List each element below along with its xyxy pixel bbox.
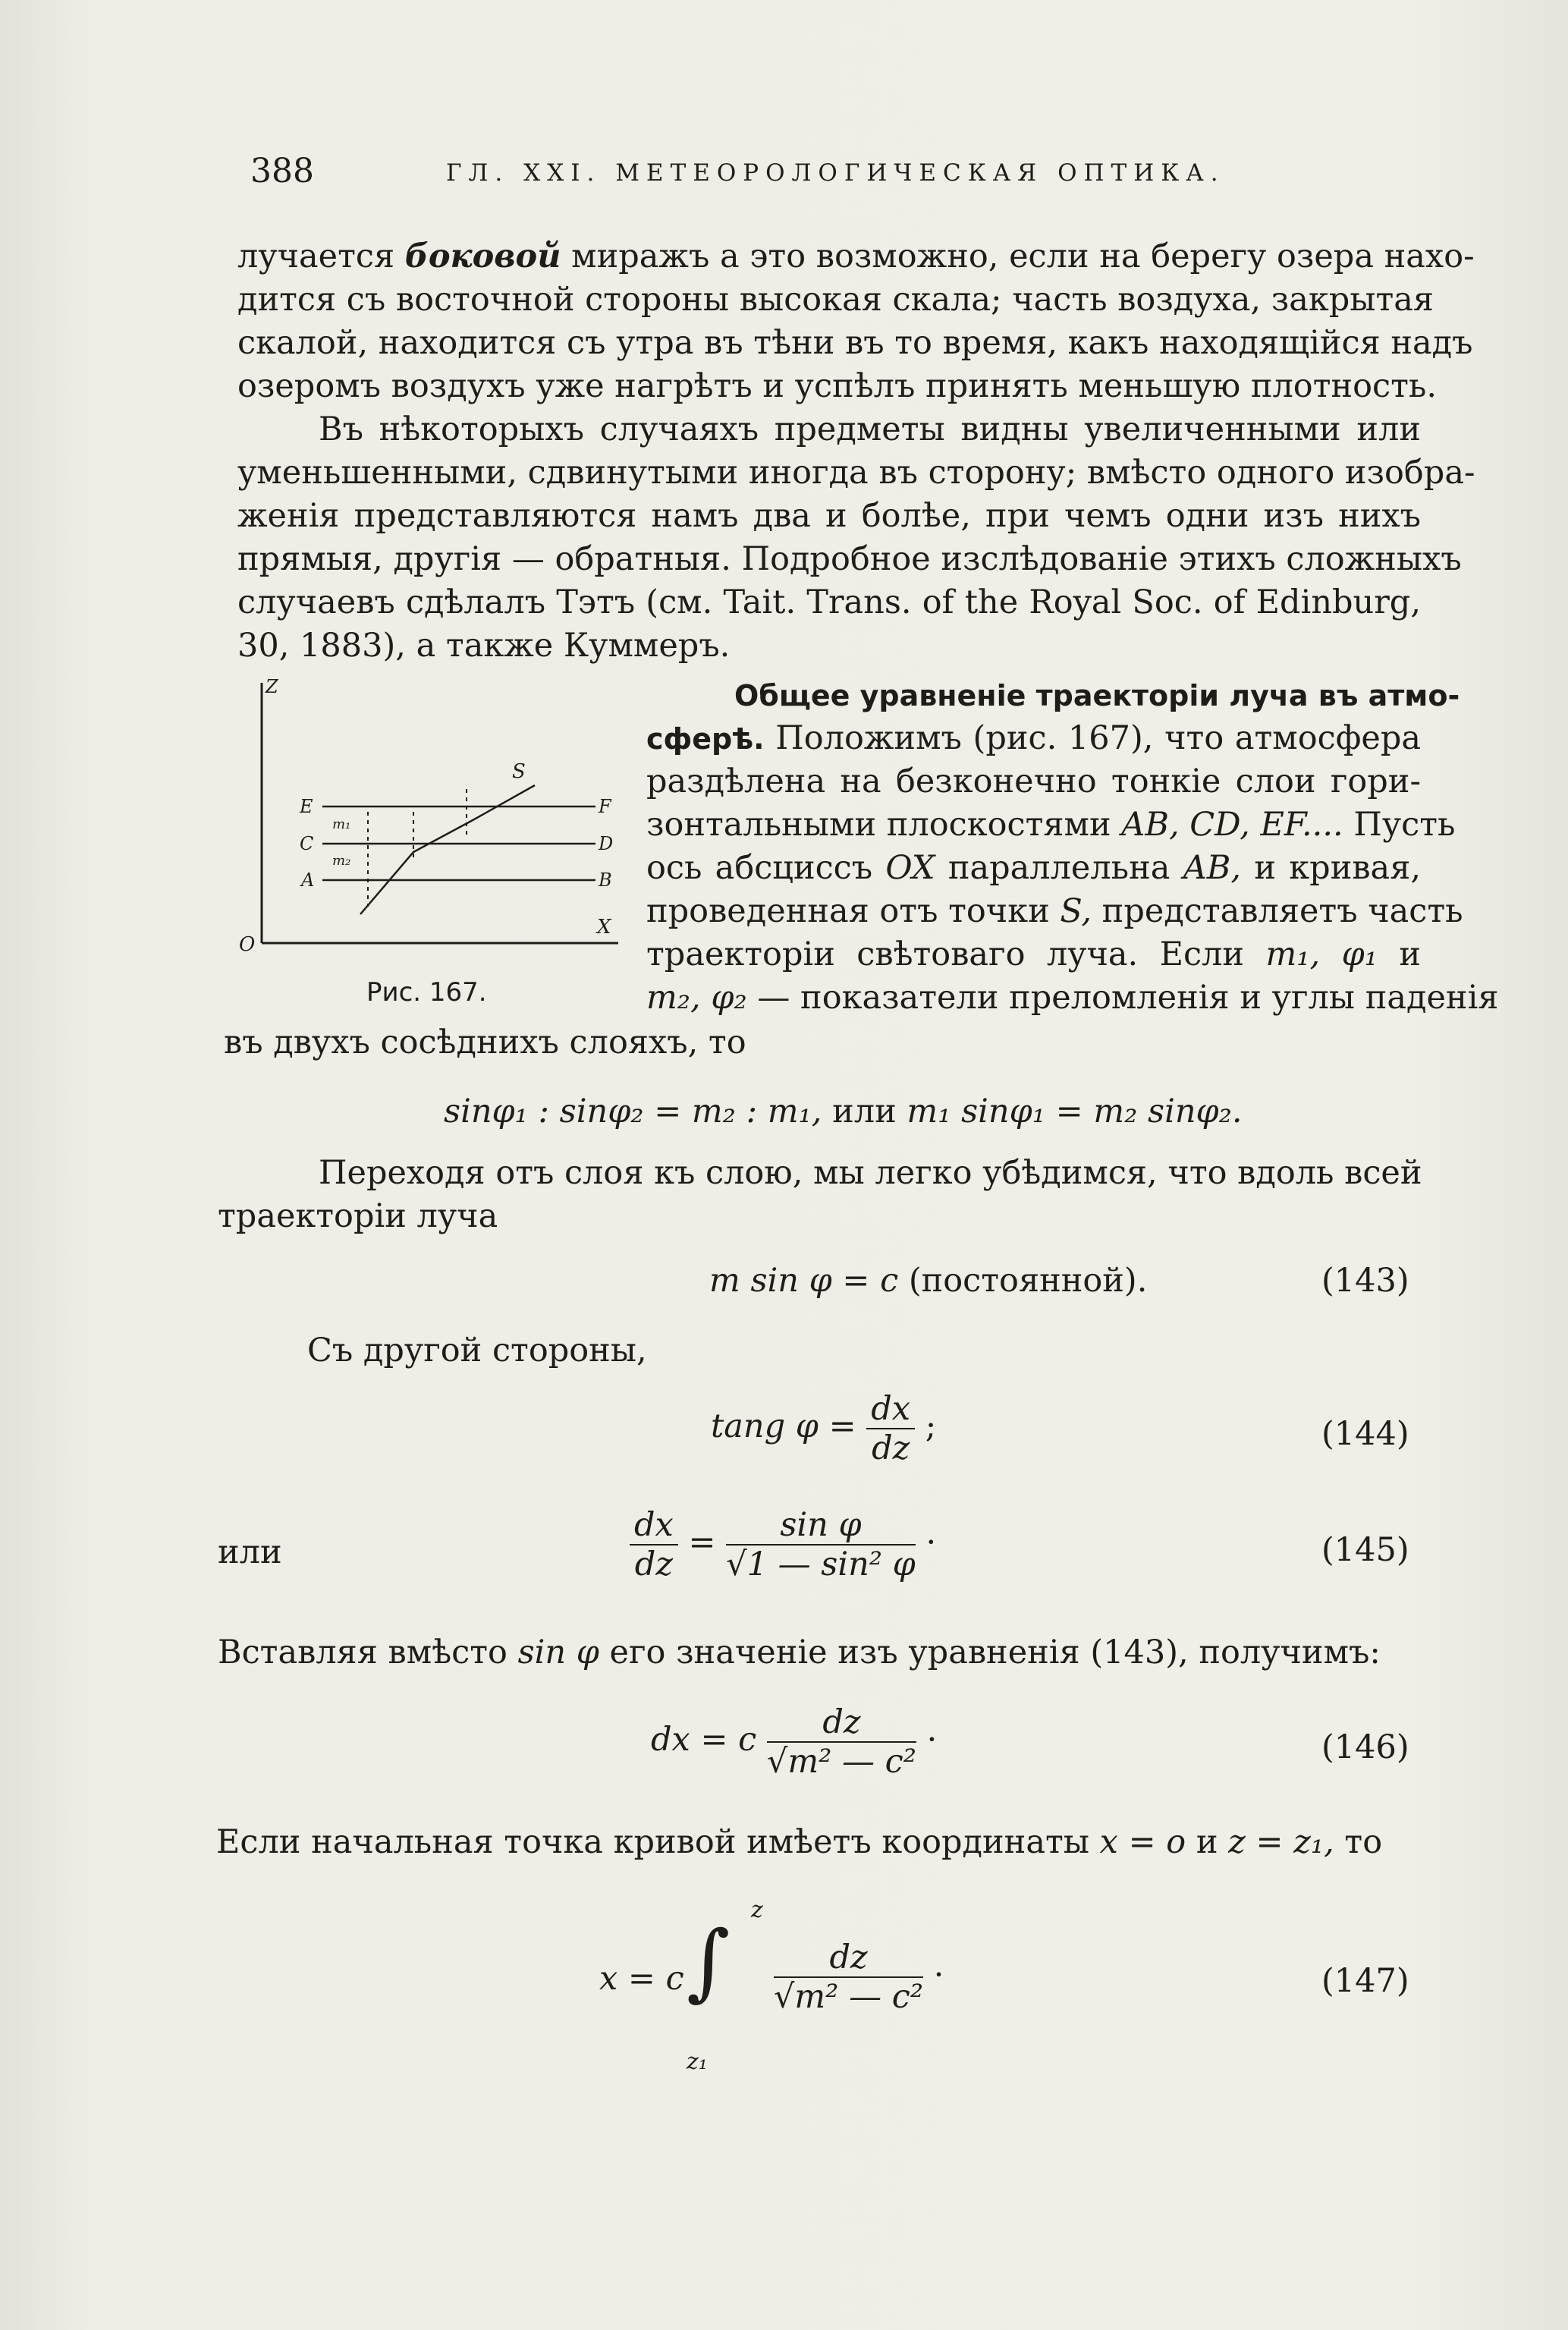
text-line: въ двухъ сосѣднихъ слояхъ, то bbox=[224, 1024, 746, 1061]
equation-143: m sin φ = c (постоянной). bbox=[709, 1262, 1148, 1300]
figure-caption: Рис. 167. bbox=[366, 977, 487, 1008]
equation-ratio: sinφ₁ : sinφ₂ = m₂ : m₁, или m₁ sinφ₁ = m₂ sinφ₂. bbox=[444, 1093, 1243, 1130]
section-heading: Общее уравненіе траекторіи луча въ атмо- bbox=[734, 679, 1460, 712]
fig-label-m1: m₁ bbox=[332, 816, 351, 832]
text-line: раздѣлена на безконечно тонкіе слои гори- bbox=[646, 763, 1421, 800]
text-line: траекторіи луча bbox=[218, 1197, 498, 1235]
fig-label-a: A bbox=[301, 869, 315, 891]
integral-upper-limit: z bbox=[751, 1897, 763, 1923]
text-line: Вставляя вмѣсто sin φ его значеніе изъ уравненія (143), получимъ: bbox=[218, 1634, 1381, 1671]
text-line: дится съ восточной стороны высокая скала; часть воздуха, закрытая bbox=[237, 281, 1434, 319]
fig-label-d: D bbox=[599, 833, 614, 854]
text-line: Въ нѣкоторыхъ случаяхъ предметы видны увеличенными или bbox=[319, 410, 1421, 448]
text-line: Съ другой стороны, bbox=[307, 1332, 647, 1369]
equation-147-fraction: $\frac{dz}{\text{√m² — c²}}$ · bbox=[774, 1939, 944, 2016]
text-line: скалой, находится съ утра въ тѣни въ то время, какъ находящійся надъ bbox=[237, 324, 1473, 362]
text-line: прямыя, другія — обратныя. Подробное изслѣдованіе этихъ сложныхъ bbox=[237, 540, 1462, 578]
equation-number-146: (146) bbox=[1321, 1728, 1409, 1766]
equation-number-147: (147) bbox=[1321, 1962, 1409, 2000]
equation-147: x = c bbox=[599, 1960, 684, 1998]
equation-number-143: (143) bbox=[1321, 1262, 1409, 1300]
text-line: женія представляются намъ два и болѣе, при чемъ одни изъ нихъ bbox=[237, 497, 1421, 535]
fig-label-c: C bbox=[300, 833, 314, 854]
equation-number-145: (145) bbox=[1321, 1531, 1409, 1569]
text-line: случаевъ сдѣлалъ Тэтъ (см. Tait. Trans. of the Royal Soc. of Edinburg, bbox=[237, 583, 1421, 621]
fig-label-b: B bbox=[599, 869, 612, 891]
text-line: или bbox=[218, 1533, 282, 1571]
text-line: проведенная отъ точки S, представляетъ часть bbox=[646, 892, 1463, 930]
integral-lower-limit: z₁ bbox=[687, 2049, 708, 2075]
fig-label-o: O bbox=[239, 933, 256, 956]
equation-number-144: (144) bbox=[1321, 1415, 1409, 1453]
fig-label-e: E bbox=[300, 796, 313, 817]
text-line: m₂, φ₂ — показатели преломленія и углы паденія bbox=[646, 979, 1499, 1017]
equation-144: tang φ = $\frac{dx}{dz}$ ; bbox=[711, 1390, 937, 1467]
fig-label-z: Z bbox=[266, 676, 278, 697]
text-line: озеромъ воздухъ уже нагрѣтъ и успѣлъ принять меньшую плотность. bbox=[237, 367, 1437, 405]
text-line: лучается боковой миражъ а это возможно, если на берегу озера нахо- bbox=[237, 237, 1475, 275]
page-number: 388 bbox=[250, 152, 314, 190]
fig-label-s: S bbox=[512, 760, 526, 783]
text-line: зонтальными плоскостями AB, CD, EF.... Пусть bbox=[646, 806, 1456, 844]
integral-sign: ∫ bbox=[687, 1913, 731, 2010]
text-line: сферѣ. Положимъ (рис. 167), что атмосфера bbox=[646, 719, 1421, 757]
fig-label-f: F bbox=[599, 796, 611, 817]
fig-label-x: X bbox=[597, 916, 611, 939]
text-line: ось абсциссъ OX параллельна AB, и кривая, bbox=[646, 849, 1421, 887]
fig-label-m2: m₂ bbox=[332, 853, 351, 869]
equation-146: dx = c $\frac{dz}{\text{√m² — c²}}$ · bbox=[651, 1703, 938, 1781]
text-line: Если начальная точка кривой имѣетъ координаты x = o и z = z₁, то bbox=[216, 1823, 1383, 1861]
text-line: уменьшенными, сдвинутыми иногда въ сторону; вмѣсто одного изобра- bbox=[237, 454, 1475, 492]
running-title: ГЛ. XXI. МЕТЕОРОЛОГИЧЕСКАЯ ОПТИКА. bbox=[446, 159, 1225, 187]
figure-167 bbox=[224, 671, 633, 960]
text-line: траекторіи свѣтоваго луча. Если m₁, φ₁ и bbox=[646, 935, 1421, 973]
equation-145: $\frac{dx}{dz}$ = $\frac{\text{sin φ}}{\text{√1 — sin² φ}}$ · bbox=[630, 1506, 936, 1583]
text-line: 30, 1883), а также Куммеръ. bbox=[237, 627, 731, 665]
text-line: Переходя отъ слоя къ слою, мы легко убѣдимся, что вдоль всей bbox=[319, 1154, 1422, 1192]
